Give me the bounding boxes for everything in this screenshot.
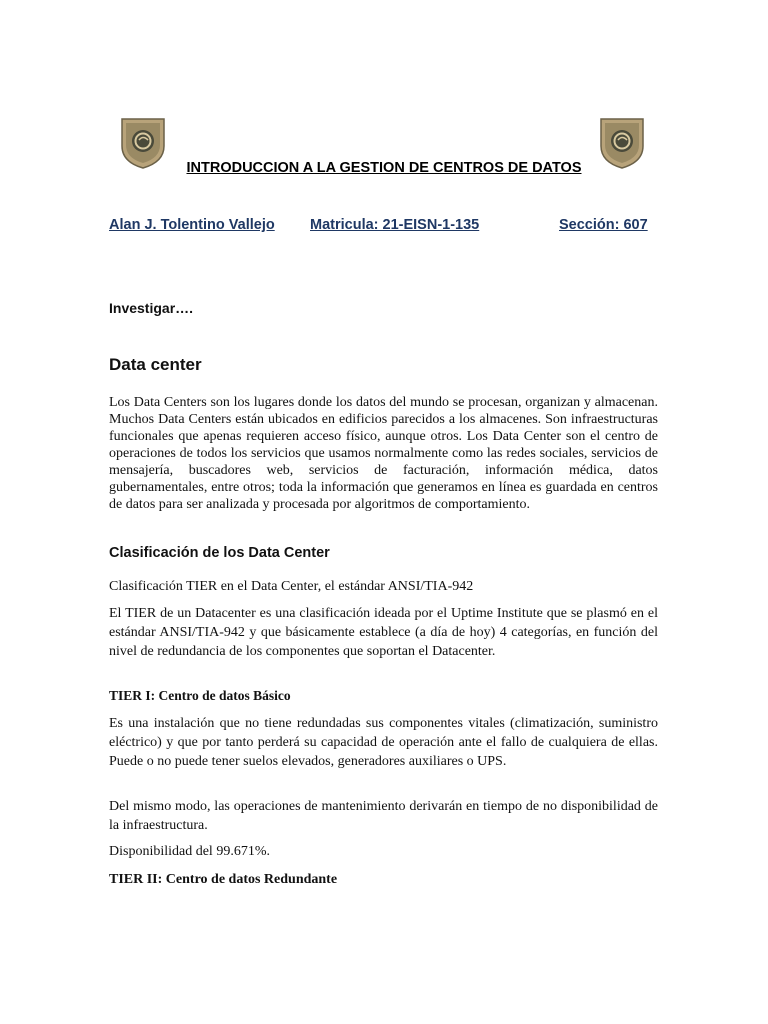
author-info-row: [109, 217, 657, 237]
paragraph-tier-definition: El TIER de un Datacenter es una clasificación ideada por el Uptime Institute que se plasmó en el estándar ANSI/TIA-942 y que básicamente establece (a día de hoy) 4 categorías, en función del nivel de redundancia de los componentes que soportan el Datacenter.: [109, 606, 658, 659]
author-name: Alan J. Tolentino Vallejo: [109, 217, 275, 233]
heading-tier2: TIER II: Centro de datos Redundante: [109, 872, 338, 887]
paragraph-tier1: Es una instalación que no tiene redundadas sus componentes vitales (climatización, suministro eléctrico) y que por tanto perderá su capacidad de operación ante el fallo de cualquiera de ellas. Puede o no puede tener suelos elevados, generadores auxiliares o UPS.: [109, 716, 658, 769]
paragraph-availability: Disponibilidad del 99.671%.: [109, 844, 270, 859]
section-number: Sección: 607: [559, 217, 648, 233]
document-title: INTRODUCCION A LA GESTION DE CENTROS DE DATOS: [186, 160, 582, 176]
heading-clasificacion: Clasificación de los Data Center: [109, 545, 330, 561]
paragraph-data-center: Los Data Centers son los lugares donde los datos del mundo se procesan, organizan y almacenan. Muchos Data Centers están ubicados en edificios parecidos a los almacenes. Son infraestructuras funcionales que apenas requieren acceso físico, aunque otros. Los Data Center son el centro de operaciones de todos los servicios que usamos normalmente como las redes sociales, servicios de mensajería, buscadores web, servicios de facturación, información médica, datos gubernamentales, entre otros; toda la información que generamos en línea es guardada en centros de datos para ser analizada y procesada por algoritmos de comportamiento.: [109, 395, 658, 512]
investigar-label: Investigar….: [109, 300, 194, 316]
paragraph-tier-intro: Clasificación TIER en el Data Center, el estándar ANSI/TIA-942: [109, 579, 474, 594]
heading-tier1: TIER I: Centro de datos Básico: [109, 688, 291, 703]
student-id: Matricula: 21-EISN-1-135: [310, 217, 480, 233]
heading-data-center: Data center: [109, 355, 202, 374]
paragraph-maintenance: Del mismo modo, las operaciones de mantenimiento derivarán en tiempo de no disponibilidad de la infraestructura.: [109, 799, 658, 833]
